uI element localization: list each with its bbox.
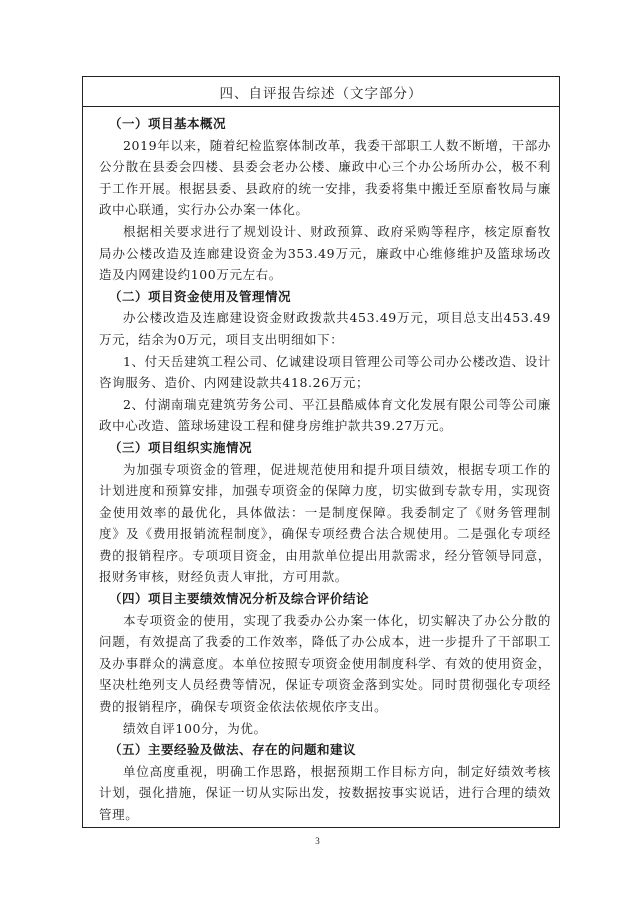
heading-implementation: （三）项目组织实施情况 [109, 439, 253, 455]
paragraph: 根据相关要求进行了规划设计、财政预算、政府采购等程序，核定原畜牧局办公楼改造及连廊建设资金为353.49万元，廉政中心维修维护及篮球场改造及内网建设约100万元左右。 [99, 223, 551, 283]
heading-experience: （五）主要经验及做法、存在的问题和建议 [109, 742, 357, 758]
paragraph: 1、付天岳建筑工程公司、亿诚建设项目管理公司等公司办公楼改造、设计咨询服务、造价、内网建设款共418.26万元； [99, 353, 551, 391]
paragraph: 办公楼改造及连廊建设资金财政拨款共453.49万元，项目总支出453.49万元，结余为0万元，项目支出明细如下： [99, 310, 551, 347]
section-title: 四、自评报告综述（文字部分） [83, 77, 559, 107]
heading-performance: （四）项目主要绩效情况分析及综合评价结论 [109, 591, 370, 607]
heading-basic-overview: （一）项目基本概况 [109, 116, 227, 131]
paragraph: 本专项资金的使用，实现了我委办公办案一体化，切实解决了办公分散的问题，有效提高了我委的工作效率，降低了办公成本，进一步提升了干部职工及办事群众的满意度。本单位按照专项资金使用制度科学、有效的使用资金，坚决杜绝列支人员经费等情况，保证专项资金落到实处。同时贯彻强化专项经费的报销程序，确保专项资金依法依规依序支出。 [99, 612, 551, 715]
paragraph: 单位高度重视，明确工作思路，根据预期工作目标方向，制定好绩效考核计划，强化措施，保证一切从实际出发，按数据按事实说话，进行合理的绩效管理。 [99, 763, 551, 822]
report-body [83, 107, 559, 826]
paragraph: 2019年以来，随着纪检监察体制改革，我委干部职工人数不断增，干部办公分散在县委会四楼、县委会老办公楼、廉政中心三个办公场所办公，极不利于工作开展。根据县委、县政府的统一安排，我委将集中搬迁至原畜牧局与廉政中心联通，实行办公办案一体化。 [99, 137, 551, 218]
heading-fund-usage: （二）项目资金使用及管理情况 [109, 288, 292, 304]
paragraph: 为加强专项资金的管理，促进规范使用和提升项目绩效，根据专项工作的计划进度和预算安排，加强专项资金的保障力度，切实做到专款专用，实现资金使用效率的最优化，具体做法：一是制度保障。我委制定了《财务管理制度》及《费用报销流程制度》，确保专项经费合法合规使用。二是强化专项经费的报销程序。专项项目资金，由用款单位提出用款需求，经分管领导同意，报财务审核，财经负责人审批，方可用款。 [99, 461, 551, 585]
report-frame [82, 76, 560, 828]
paragraph: 2、付湖南瑞克建筑劳务公司、平江县酷威体育文化发展有限公司等公司廉政中心改造、篮球场建设工程和健身房维护款共39.27万元。 [99, 396, 551, 434]
paragraph: 绩效自评100分，为优。 [123, 720, 267, 736]
page-number: 3 [315, 836, 320, 846]
